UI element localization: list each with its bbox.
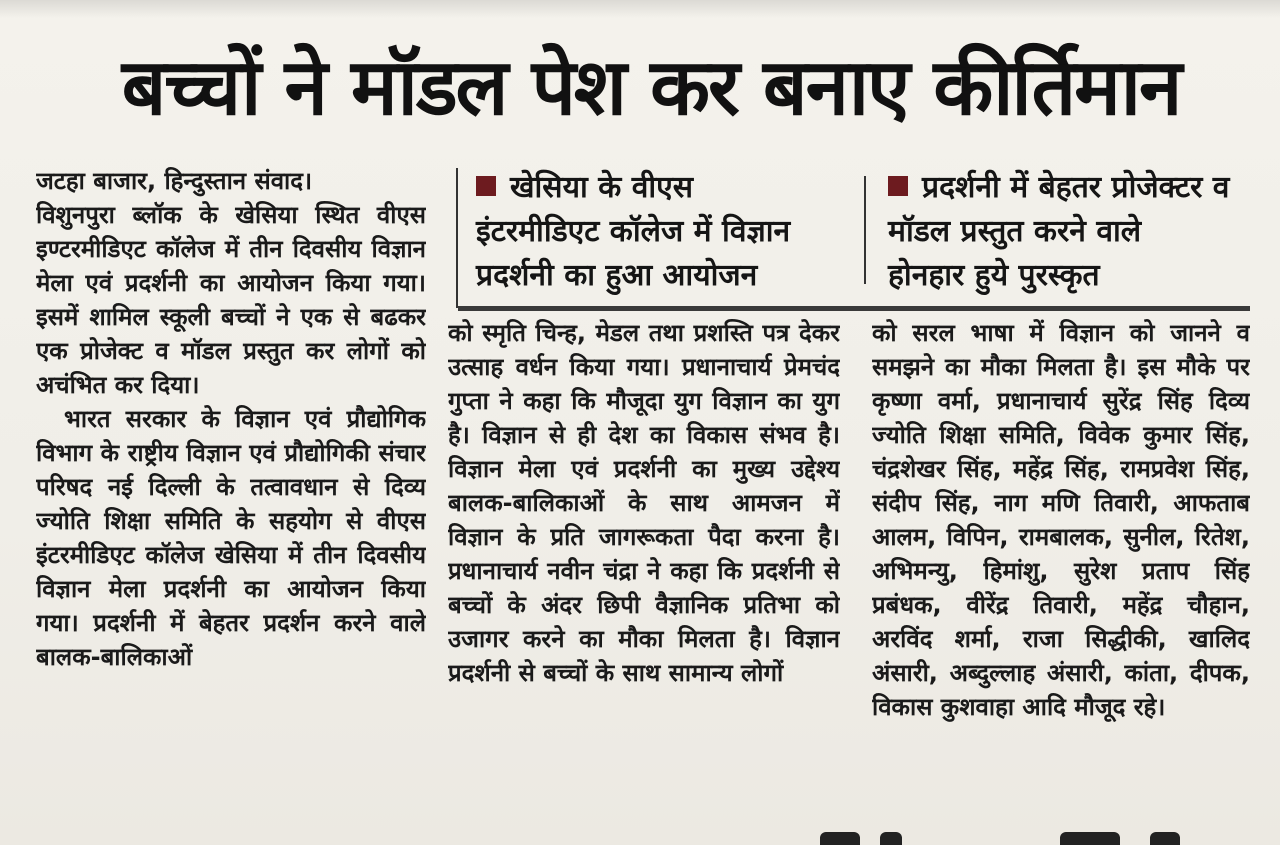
highlight-box-1 [476, 166, 856, 298]
dateline: जटहा बाजार, हिन्दुस्तान संवाद। [36, 167, 313, 195]
highlight-line: प्रदर्शनी में बेहतर प्रोजेक्टर व [888, 166, 1268, 210]
highlight-line: होनहार हुये पुरस्कृत [888, 258, 1100, 293]
next-article-headline-fragment [760, 832, 1280, 845]
highlight-line: प्रदर्शनी का हुआ आयोजन [476, 258, 758, 293]
paragraph-body: को सरल भाषा में विज्ञान को जानने व समझने का मौका मिलता है। इस मौके पर कृष्णा वर्मा, प्रधानाचार्य सुरेंद्र सिंह दिव्य ज्योति शिक्षा समिति, विवेक कुमार सिंह, चंद्रशेखर सिंह, महेंद्र सिंह, रामप्रवेश सिंह, संदीप सिंह, नाग मणि तिवारी, आफताब आलम, विपिन, रामबालक, सुनील, रितेश, अभिमन्यु, हिमांशु, सुरेश प्रताप सिंह प्रबंधक, वीरेंद्र तिवारी, महेंद्र चौहान, अरविंद शर्मा, राजा सिद्धीकी, खालिद अंसारी, अब्दुल्लाह अंसारी, कांता, दीपक, विकास कुशवाहा आदि मौजूद रहे। [872, 319, 1250, 721]
article-column-2 [448, 316, 840, 831]
square-bullet-icon [888, 176, 908, 196]
article-column-1 [36, 164, 426, 834]
highlight-line: इंटरमीडिएट कॉलेज में विज्ञान [476, 214, 791, 249]
section-divider [458, 306, 1250, 311]
highlight-line: खेसिया के वीएस [476, 166, 856, 210]
headline: बच्चों ने मॉडल पेश कर बनाए कीर्तिमान [121, 43, 1181, 133]
article-column-3 [872, 316, 1250, 816]
paragraph-body: भारत सरकार के विज्ञान एवं प्रौद्योगिक विभाग के राष्ट्रीय विज्ञान एवं प्रौद्योगिकी संचार परिषद नई दिल्ली के तत्वावधान से दिव्य ज्योति शिक्षा समिति के सहयोग से वीएस इंटरमीडिएट कॉलेज खेसिया में तीन दिवसीय विज्ञान मेला प्रदर्शनी का आयोजन किया गया। प्रदर्शनी में बेहतर प्रदर्शन करने वाले बालक-बालिकाओं [36, 405, 426, 671]
highlight-line: मॉडल प्रस्तुत करने वाले [888, 214, 1142, 249]
paragraph-intro: विशुनपुरा ब्लॉक के खेसिया स्थित वीएस इण्टरमीडिएट कॉलेज में तीन दिवसीय विज्ञान मेला एवं प्रदर्शनी का आयोजन किया गया। इसमें शामिल स्कूली बच्चों ने एक से बढकर एक प्रोजेक्ट व मॉडल प्रस्तुत कर लोगों को अचंभित कर दिया। [36, 201, 426, 399]
paragraph-body: को स्मृति चिन्ह, मेडल तथा प्रशस्ति पत्र देकर उत्साह वर्धन किया गया। प्रधानाचार्य प्रेमचंद गुप्ता ने कहा कि मौजूदा युग विज्ञान का युग है। विज्ञान से ही देश का विकास संभव है। विज्ञान मेला एवं प्रदर्शनी का मुख्य उद्देश्य बालक-बालिकाओं के साथ आमजन में विज्ञान के प्रति जागरूकता पैदा करना है। प्रधानाचार्य नवीन चंद्रा ने कहा कि प्रदर्शनी से बच्चों के अंदर छिपी वैज्ञानिक प्रतिभा को उजागर करने का मौका मिलता है। विज्ञान प्रदर्शनी से बच्चों के साथ सामान्य लोगों [448, 319, 840, 687]
highlight-box-2 [888, 166, 1268, 298]
square-bullet-icon [476, 176, 496, 196]
page-top-edge [0, 0, 1280, 18]
column-divider-1 [456, 168, 458, 308]
column-divider-2 [864, 176, 866, 284]
